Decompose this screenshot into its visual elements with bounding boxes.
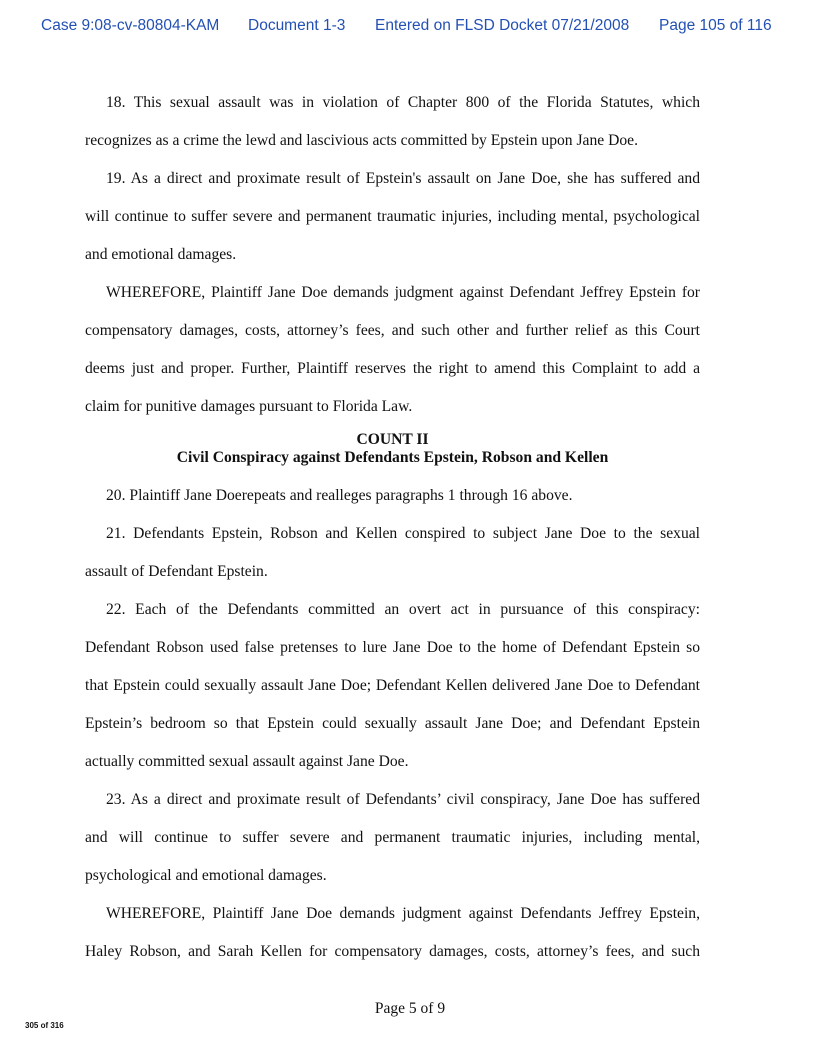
paragraph-19-line-3: and emotional damages.	[85, 246, 237, 263]
wherefore-2-line-2: Haley Robson, and Sarah Kellen for compensatory damages, costs, attorney’s fees, and such	[85, 943, 700, 960]
page-footer: Page 5 of 9	[374, 1000, 446, 1017]
bates-stamp: 305 of 316	[25, 1021, 64, 1030]
count-subtitle: Civil Conspiracy against Defendants Epstein, Robson and Kellen	[176, 449, 609, 466]
wherefore-1-line-4: claim for punitive damages pursuant to Florida Law.	[85, 398, 413, 415]
paragraph-19-line-2: will continue to suffer severe and permanent traumatic injuries, including mental, psychological	[85, 208, 700, 225]
wherefore-1-line-2: compensatory damages, costs, attorney’s fees, and such other and further relief as this Court	[85, 322, 700, 339]
paragraph-22-line-3: that Epstein could sexually assault Jane Doe; Defendant Kellen delivered Jane Doe to Defendant	[85, 677, 700, 694]
wherefore-2-line-1: WHEREFORE, Plaintiff Jane Doe demands judgment against Defendants Jeffrey Epstein,	[106, 905, 700, 922]
paragraph-22-line-4: Epstein’s bedroom so that Epstein could sexually assault Jane Doe; and Defendant Epstein	[85, 715, 700, 732]
paragraph-22-line-5: actually committed sexual assault against Jane Doe.	[85, 753, 409, 770]
case-number: Case 9:08-cv-80804-KAM	[41, 17, 220, 34]
wherefore-1-line-1: WHEREFORE, Plaintiff Jane Doe demands judgment against Defendant Jeffrey Epstein for	[106, 284, 700, 301]
paragraph-19-line-1: 19. As a direct and proximate result of Epstein's assault on Jane Doe, she has suffered and	[106, 170, 700, 187]
paragraph-21-line-2: assault of Defendant Epstein.	[85, 563, 268, 580]
docket-entry: Entered on FLSD Docket 07/21/2008	[375, 17, 630, 34]
document-number: Document 1-3	[248, 17, 346, 34]
paragraph-23-line-2: and will continue to suffer severe and permanent traumatic injuries, including mental,	[85, 829, 700, 846]
paragraph-23-line-3: psychological and emotional damages.	[85, 867, 327, 884]
paragraph-21-line-1: 21. Defendants Epstein, Robson and Kellen conspired to subject Jane Doe to the sexual	[106, 525, 700, 542]
paragraph-18-line-1: 18. This sexual assault was in violation of Chapter 800 of the Florida Statutes, which	[106, 94, 700, 111]
paragraph-20-line-1: 20. Plaintiff Jane Doerepeats and realleges paragraphs 1 through 16 above.	[106, 487, 573, 504]
paragraph-23-line-1: 23. As a direct and proximate result of Defendants’ civil conspiracy, Jane Doe has suffered	[106, 791, 700, 808]
wherefore-1-line-3: deems just and proper. Further, Plaintiff reserves the right to amend this Complaint to add a	[85, 360, 700, 377]
paragraph-18-line-2: recognizes as a crime the lewd and lascivious acts committed by Epstein upon Jane Doe.	[85, 132, 638, 149]
docket-page: Page 105 of 116	[659, 17, 772, 34]
paragraph-22-line-2: Defendant Robson used false pretenses to lure Jane Doe to the home of Defendant Epstein so	[85, 639, 700, 656]
count-title: COUNT II	[356, 431, 429, 448]
docket-header	[0, 17, 820, 39]
paragraph-22-line-1: 22. Each of the Defendants committed an overt act in pursuance of this conspiracy:	[106, 601, 700, 618]
